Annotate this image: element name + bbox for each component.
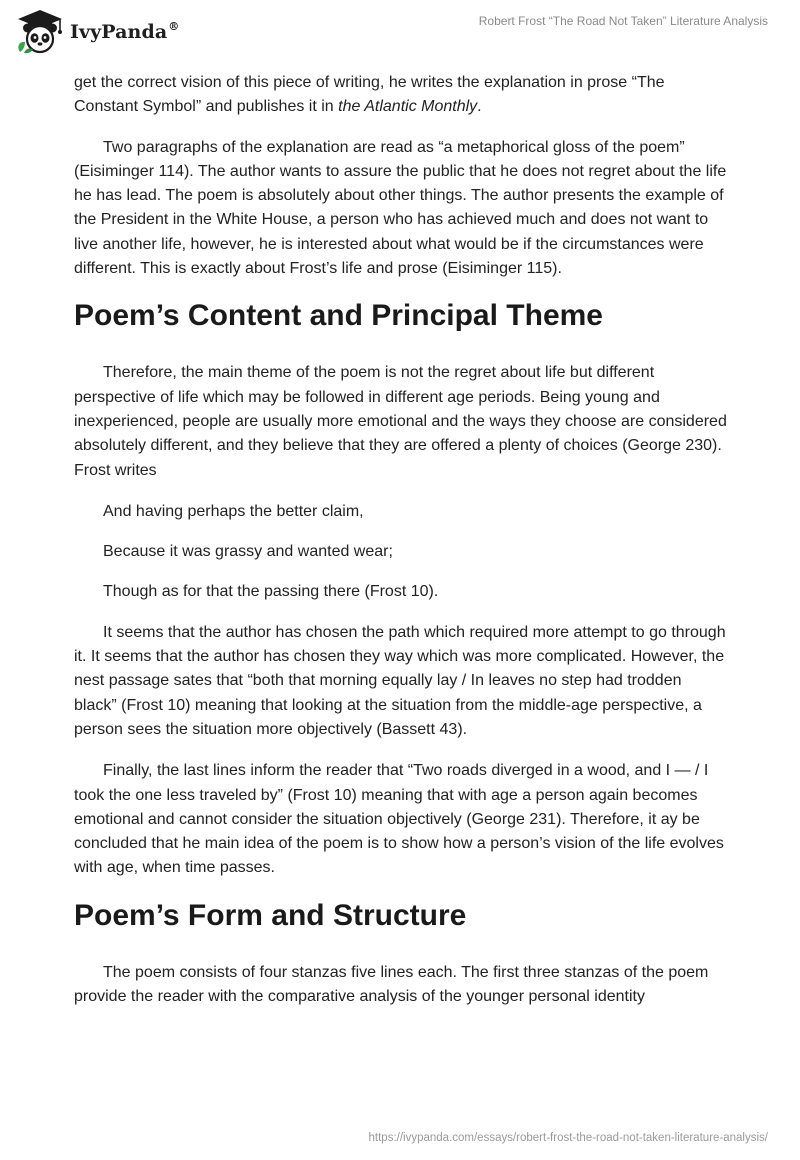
paragraph-1 <box>74 71 728 120</box>
paragraph-6: The poem consists of four stanzas five lines each. The first three stanzas of the poem provide the reader with the comparative analysis of the younger personal identity <box>74 963 709 1006</box>
panda-graduate-icon <box>14 8 66 54</box>
page-header <box>0 0 800 66</box>
paragraph-2: Two paragraphs of the explanation are read as “a metaphorical gloss of the poem” (Eisiminger 114). The author wants to assure the public that he does not regret about the life he has lead. The poem is absolutely about other things. The author presents the example of the President in the White House, a person who has achieved much and does not want to live another life, however, he is interested about what would be if the circumstances were different. This is exactly about Frost’s life and prose (Eisiminger 115). <box>74 138 727 278</box>
paragraph-1-end: . <box>477 98 482 116</box>
document-title: Robert Frost “The Road Not Taken” Literature Analysis <box>478 14 768 28</box>
section-heading-form: Poem’s Form and Structure <box>74 898 467 932</box>
publication-title: the Atlantic Monthly <box>338 98 478 116</box>
ivypanda-logo[interactable] <box>14 8 179 54</box>
verse-line-2: Because it was grassy and wanted wear; <box>103 543 393 561</box>
essay-body <box>74 71 728 1026</box>
registered-mark: ® <box>168 19 180 33</box>
section-heading-content: Poem’s Content and Principal Theme <box>74 299 603 333</box>
paragraph-3: Therefore, the main theme of the poem is not the regret about life but different perspective of life which may be followed in different age periods. Being young and inexperienced, people are usually more emotional and the ways they choose are considered absolutely different, and they believe that they are offered a plenty of choices (George 230). Frost writes <box>74 364 727 479</box>
paragraph-1-text: get the correct vision of this piece of writing, he writes the explanation in prose “The Constant Symbol” and publishes it in <box>74 74 665 116</box>
paragraph-5: Finally, the last lines inform the reader that “Two roads diverged in a wood, and I — / I took the one less traveled by” (Frost 10) meaning that with age a person again becomes emotional and cannot consider the situation objectively (George 231). Therefore, it ay be concluded that he main idea of the poem is to show how a person’s vision of the life evolves with age, when time passes. <box>74 762 724 877</box>
logo-wordmark: IvyPanda <box>70 20 168 43</box>
verse-line-3: Though as for that the passing there (Frost 10). <box>103 583 439 601</box>
logo-text <box>70 20 179 43</box>
source-url[interactable]: https://ivypanda.com/essays/robert-frost-the-road-not-taken-literature-analysis/ <box>368 1132 768 1144</box>
paragraph-4: It seems that the author has chosen the path which required more attempt to go through it. It seems that the author has chosen they way which was more complicated. However, the nest passage sates that “both that morning equally lay / In leaves no step had trodden black” (Frost 10) meaning that looking at the situation from the middle-age perspective, a person sees the situation more objectively (Bassett 43). <box>74 623 726 738</box>
verse-line-1: And having perhaps the better claim, <box>103 502 364 520</box>
